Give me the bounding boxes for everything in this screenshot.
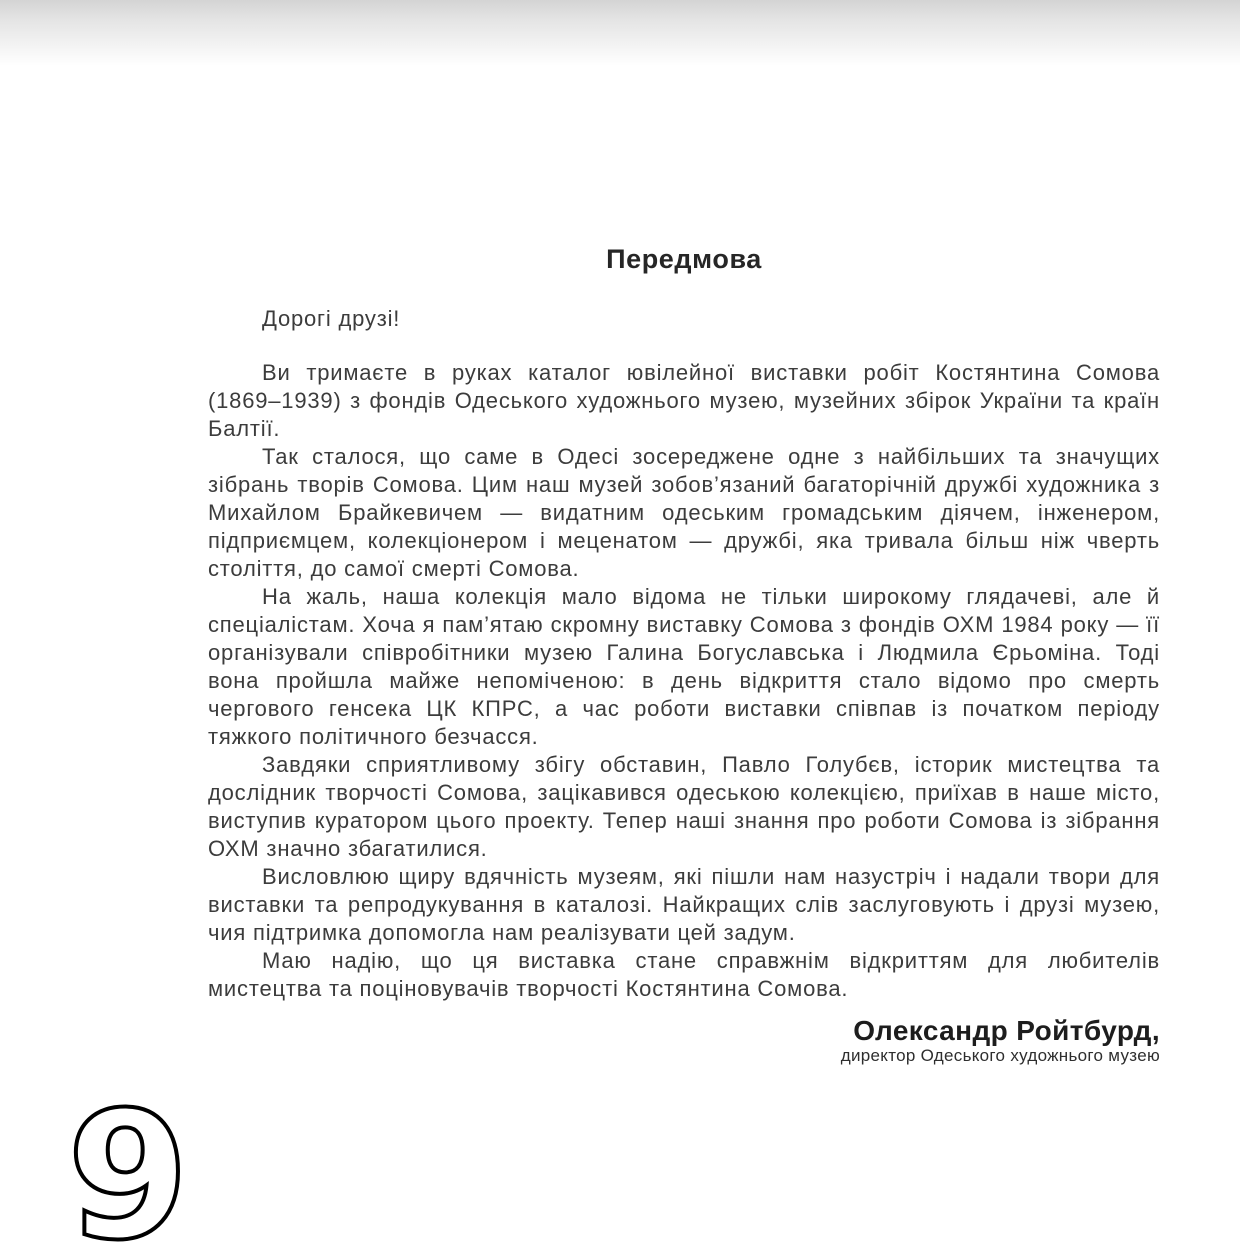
signature-name: Олександр Ройтбурд,	[853, 1015, 1160, 1046]
signature-role: директор Одеського художнього музею	[840, 1046, 1160, 1065]
greeting-line: Дорогі друзі!	[262, 306, 401, 331]
page-number	[62, 1094, 194, 1248]
paragraph: Ви тримаєте в руках каталог ювілейної виставки робіт Костянтина Сомова (1869–1939) з фондів Одеського художнього музею, музейних збірок України та країн Балтії.	[208, 360, 1160, 441]
signature-block	[208, 1015, 1160, 1066]
paragraph: На жаль, наша колекція мало відома не тільки широкому глядачеві, але й спеціалістам. Хоча я пам’ятаю скромну виставку Сомова з фондів ОХМ 1984 року — її організували співробітники музею Галина Богуславська і Людмила Єрьоміна. Тоді вона пройшла майже непоміченою: в день відкриття стало відомо про смерть чергового генсека ЦК КПРС, а час роботи виставки співпав із початком періоду тяжкого політичного безчасся.	[208, 584, 1160, 749]
preface-text-block	[208, 243, 1160, 1066]
paragraph: Маю надію, що ця виставка стане справжнім відкриттям для любителів мистецтва та поціновувачів творчості Костянтина Сомова.	[208, 948, 1160, 1001]
page-top-shadow-gradient	[0, 0, 1240, 66]
page-number-glyph: 9	[66, 1094, 190, 1248]
outlined-digit	[62, 1094, 194, 1248]
page-title: Передмова	[606, 244, 762, 274]
paragraph: Так сталося, що саме в Одесі зосереджене одне з найбільших та значущих зібрань творів Сомова. Цим наш музей зобов’язаний багаторічній дружбі художника з Михайлом Брайкевичем — видатним одеським громадським діячем, інженером, підприємцем, колекціонером і меценатом — дружбі, яка тривала більш ніж чверть століття, до самої смерті Сомова.	[208, 444, 1160, 581]
paragraph: Висловлюю щиру вдячність музеям, які пішли нам назустріч і надали твори для виставки та репродукування в каталозі. Найкращих слів заслуговують і друзі музею, чия підтримка допомогла нам реалізувати цей задум.	[208, 864, 1160, 945]
paragraph: Завдяки сприятливому збігу обставин, Павло Голубєв, історик мистецтва та дослідник творчості Сомова, зацікавився одеською колекцією, приїхав в наше місто, виступив куратором цього проекту. Тепер наші знання про роботи Сомова із зібрання ОХМ значно збагатилися.	[208, 752, 1160, 861]
